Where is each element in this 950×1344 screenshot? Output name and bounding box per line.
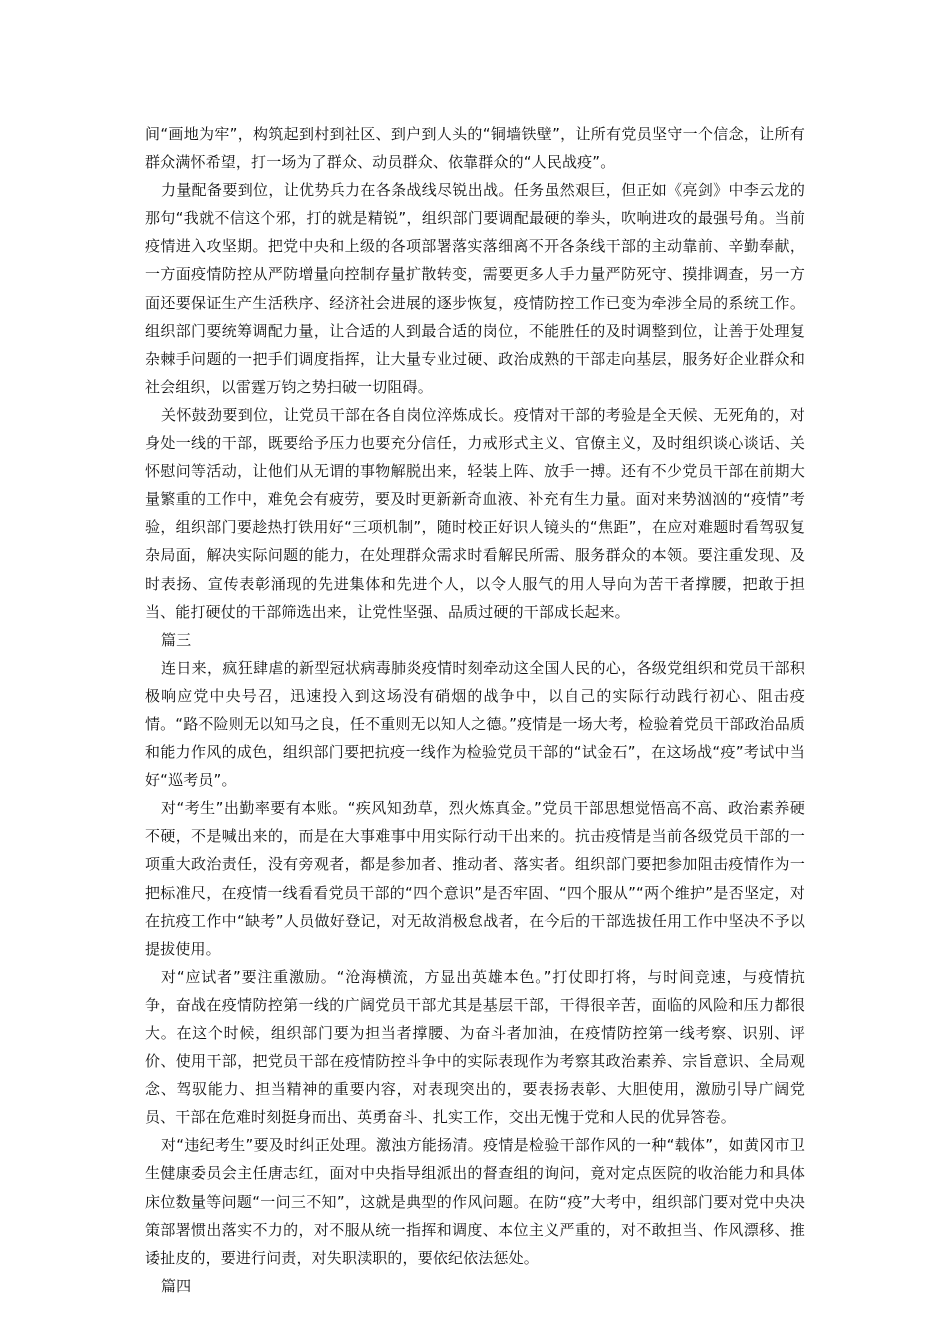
paragraph-force-allocation: 力量配备要到位，让优势兵力在各条战线尽锐出战。任务虽然艰巨，但正如《亮剑》中李云龙的那句“我就不信这个邪，打的就是精锐”，组织部门要调配最硬的拳头，吹响进攻的最强号角。当前疫情进入攻坚期。把党中央和上级的各项部署落实落细离不开各条线干部的主动靠前、辛勤奉献，一方面疫情防控从严防增量向控制存量扩散转变，需要更多人手力量严防死守、摸排调查，另一方面还要保证生产生活秩序、经济社会进展的逐步恢复，疫情防控工作已变为牵涉全局的系统工作。组织部门要统筹调配力量，让合适的人到最合适的岗位，不能胜任的及时调整到位，让善于处理复杂棘手问题的一把手们调度指挥，让大量专业过硬、政治成熟的干部走向基层，服务好企业群众和社会组织，以雷霆万钧之势扫破一切阻碍。 <box>145 181 805 396</box>
paragraph-discipline-violation: 对“违纪考生”要及时纠正处理。激浊方能扬清。疫情是检验干部作风的一种“载体”，如黄冈市卫生健康委员会主任唐志红，面对中央指导组派出的督查组的询问，竟对定点医院的收治能力和具体床位数量等问题“一问三不知”，这就是典型的作风问题。在防“疫”大考中，组织部门要对党中央决策部署惯出落实不力的，对不服从统一指挥和调度、本位主义严重的，对不敢担当、作风漂移、推诿扯皮的，要进行问责，对失职渎职的，要依纪依法惩处。 <box>145 1136 805 1267</box>
section-heading-part-four: 篇四 <box>161 1276 192 1295</box>
paragraph-continuation: 间“画地为牢”，构筑起到村到社区、到户到人头的“铜墙铁壁”，让所有党员坚守一个信念，让所有群众满怀希望，打一场为了群众、动员群众、依靠群众的“人民战疫”。 <box>145 125 805 172</box>
paragraph-epidemic-exam-intro: 连日来，疯狂肆虐的新型冠状病毒肺炎疫情时刻牵动这全国人民的心，各级党组织和党员干部积极响应党中央号召，迅速投入到这场没有硝烟的战争中，以自己的实际行动践行初心、阻击疫情。“路不险则无以知马之良，任不重则无以知人之德。”疫情是一场大考，检验着党员干部政治品质和能力作风的成色，组织部门要把抗疫一线作为检验党员干部的“试金石”，在这场战“疫”考试中当好“巡考员”。 <box>145 658 805 790</box>
paragraph-test-taker-incentive: 对“应试者”要注重激励。“沧海横流，方显出英雄本色。”打仗即打将，与时间竞速，与疫情抗争，奋战在疫情防控第一线的广阔党员干部尤其是基层干部，干得很辛苦，面临的风险和压力都很大。在这个时候，组织部门要为担当者撑腰、为奋斗者加油，在疫情防控第一线考察、识别、评价、使用干部，把党员干部在疫情防控斗争中的实际表现作为考察其政治素养、宗旨意识、全局观念、驾驭能力、担当精神的重要内容，对表现突出的，要表扬表彰、大胆使用，激励引导广阔党员、干部在危难时刻挺身而出、英勇奋斗、扎实工作，交出无愧于党和人民的优异答卷。 <box>145 967 805 1127</box>
document-body <box>145 120 805 1300</box>
paragraph-care-encouragement: 关怀鼓劲要到位，让党员干部在各自岗位淬炼成长。疫情对干部的考验是全天候、无死角的，对身处一线的干部，既要给予压力也要充分信任，力戒形式主义、官僚主义，及时组织谈心谈话、关怀慰问等活动，让他们从无谓的事物解脱出来，轻装上阵、放手一搏。还有不少党员干部在前期大量繁重的工作中，难免会有疲劳，要及时更新新奇血液、补充有生力量。面对来势汹汹的“疫情”考验，组织部门要趁热打铁用好“三项机制”，随时校正好识人镜头的“焦距”，在应对难题时看驾驭复杂局面，解决实际问题的能力，在处理群众需求时看解民所需、服务群众的本领。要注重发现、及时表扬、宣传表彰涌现的先进集体和先进个人，以令人服气的用人导向为苦干者撑腰，把敢于担当、能打硬仗的干部筛选出来，让党性坚强、品质过硬的干部成长起来。 <box>145 405 805 621</box>
section-heading-part-three: 篇三 <box>161 630 192 649</box>
paragraph-examinee-attendance: 对“考生”出勤率要有本账。“疾风知劲草，烈火炼真金。”党员干部思想觉悟高不高、政治素养硬不硬，不是喊出来的，而是在大事难事中用实际行动干出来的。抗击疫情是当前各级党员干部的一项重大政治责任，没有旁观者，都是参加者、推动者、落实者。组织部门要把参加阻击疫情作为一把标准尺，在疫情一线看看党员干部的“四个意识”是否牢固、“四个服从”“两个维护”是否坚定，对在抗疫工作中“缺考”人员做好登记，对无故消极怠战者，在今后的干部选拔任用工作中坚决不予以提拔使用。 <box>145 799 805 958</box>
